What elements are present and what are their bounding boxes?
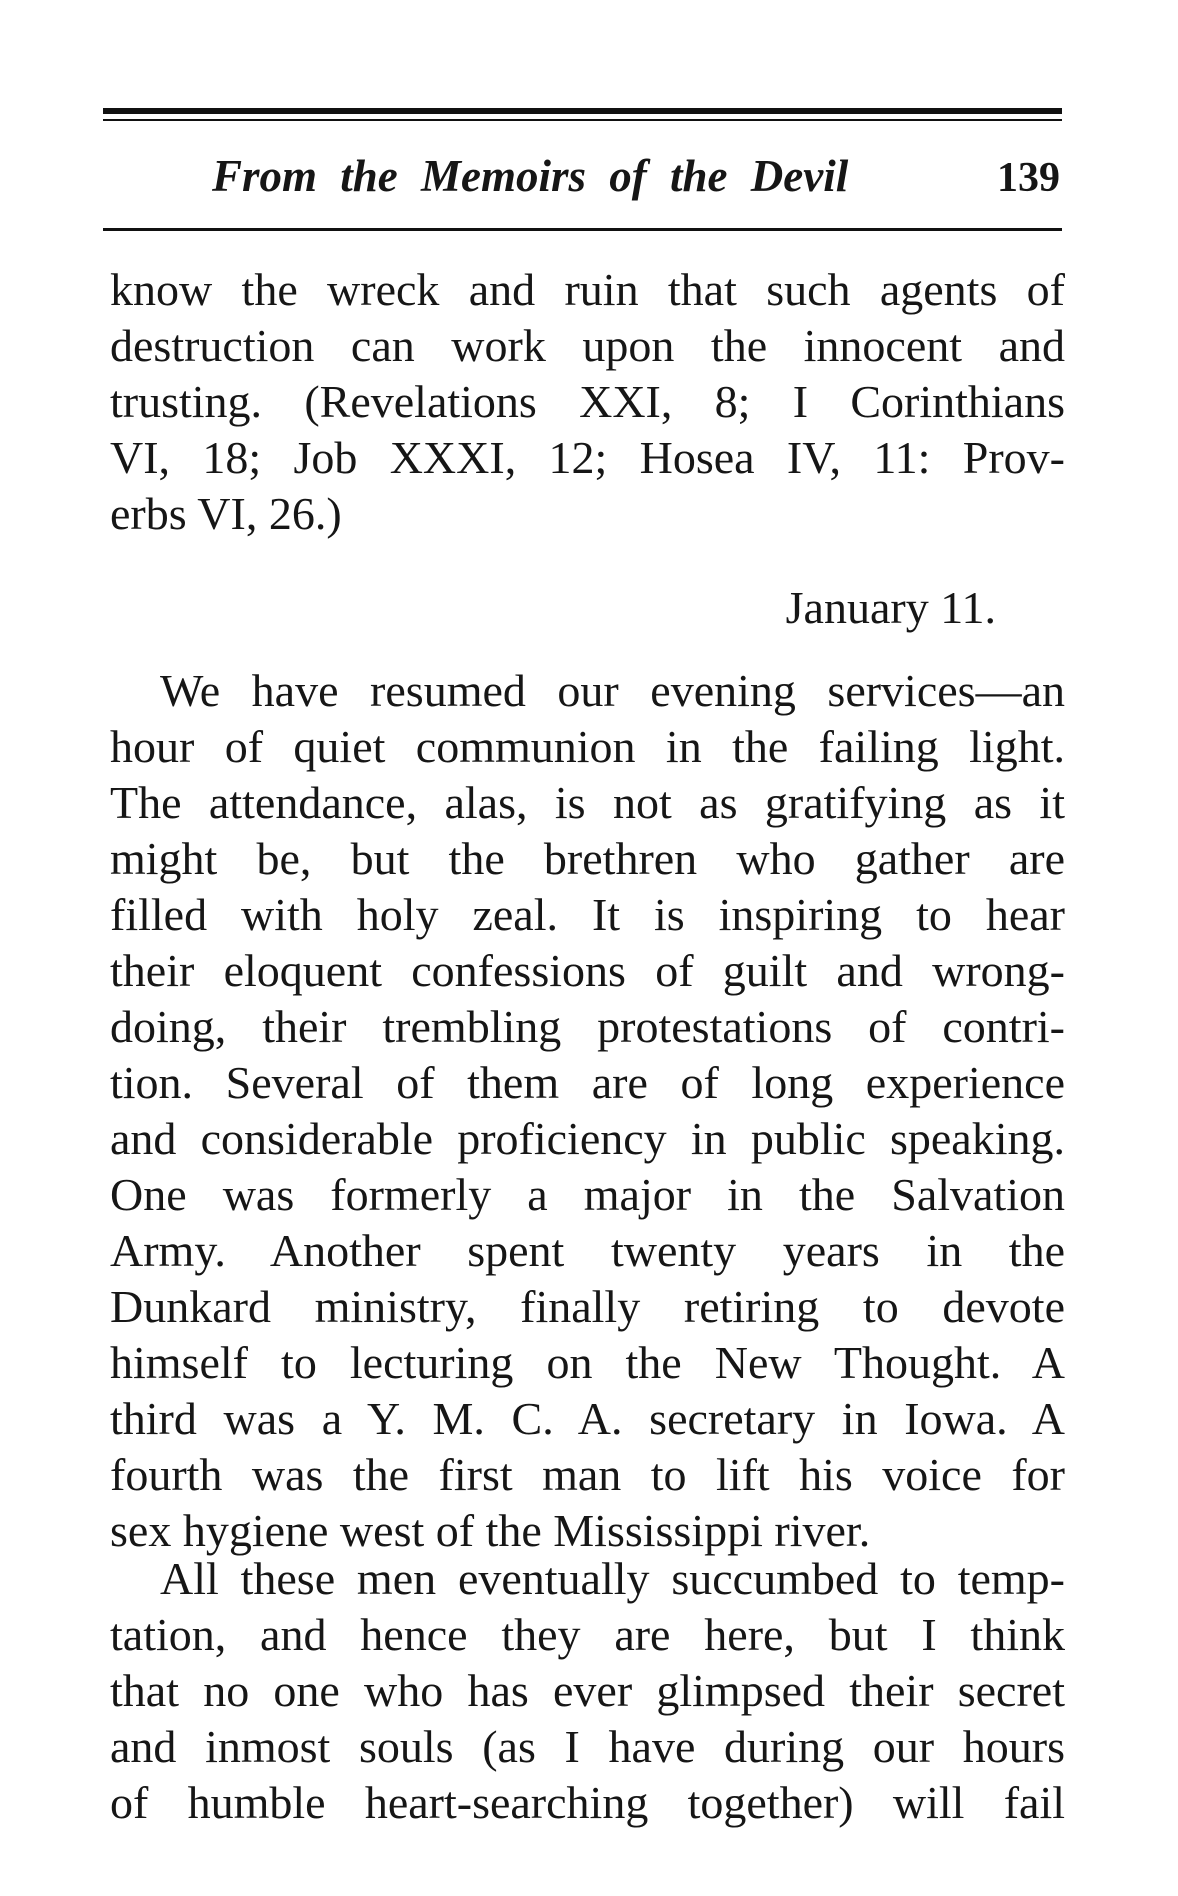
text-line: might be, but the brethren who gather are	[110, 833, 1065, 884]
text-line: tion. Several of them are of long experience	[110, 1057, 1065, 1108]
text-line: sex hygiene west of the Mississippi river.	[110, 1505, 871, 1556]
text-line: Dunkard ministry, finally retiring to devote	[110, 1281, 1065, 1332]
text-line: doing, their trembling protestations of contri-	[110, 1001, 1065, 1052]
text-line: tation, and hence they are here, but I think	[110, 1609, 1065, 1660]
text-line: filled with holy zeal. It is inspiring to hear	[110, 889, 1065, 940]
page-number: 139	[997, 155, 1060, 201]
paragraph-evening-services	[110, 663, 1065, 1559]
text-line: We have resumed our evening services—an	[160, 665, 1065, 716]
text-line: that no one who has ever glimpsed their secret	[110, 1665, 1065, 1716]
text-line: VI, 18; Job XXXI, 12; Hosea IV, 11: Prov-	[110, 432, 1065, 483]
running-title: From the Memoirs of the Devil	[212, 151, 849, 201]
paragraph-succumbed	[110, 1551, 1065, 1831]
text-line: himself to lecturing on the New Thought. A	[110, 1337, 1065, 1388]
paragraph-continued	[110, 262, 1065, 542]
header-underline-rule	[103, 228, 1062, 231]
text-line: and considerable proficiency in public speaking.	[110, 1113, 1065, 1164]
text-line: erbs VI, 26.)	[110, 488, 342, 539]
text-line: their eloquent confessions of guilt and wrong-	[110, 945, 1065, 996]
text-line: and inmost souls (as I have during our hours	[110, 1721, 1065, 1772]
entry-date: January 11.	[785, 582, 996, 633]
text-line: destruction can work upon the innocent and	[110, 320, 1065, 371]
text-line: fourth was the first man to lift his voice for	[110, 1449, 1065, 1500]
text-line: trusting. (Revelations XXI, 8; I Corinthians	[110, 376, 1065, 427]
text-line: third was a Y. M. C. A. secretary in Iowa. A	[110, 1393, 1065, 1444]
text-line: Army. Another spent twenty years in the	[110, 1225, 1065, 1276]
text-line: know the wreck and ruin that such agents of	[110, 264, 1065, 315]
text-line: All these men eventually succumbed to temp-	[160, 1553, 1065, 1604]
running-header	[212, 150, 1060, 210]
text-line: of humble heart-searching together) will fail	[110, 1777, 1065, 1828]
text-line: hour of quiet communion in the failing light.	[110, 721, 1065, 772]
header-rule-thick	[103, 108, 1062, 114]
header-rule-thin	[103, 119, 1062, 121]
text-line: One was formerly a major in the Salvation	[110, 1169, 1065, 1220]
text-line: The attendance, alas, is not as gratifying as it	[110, 777, 1065, 828]
